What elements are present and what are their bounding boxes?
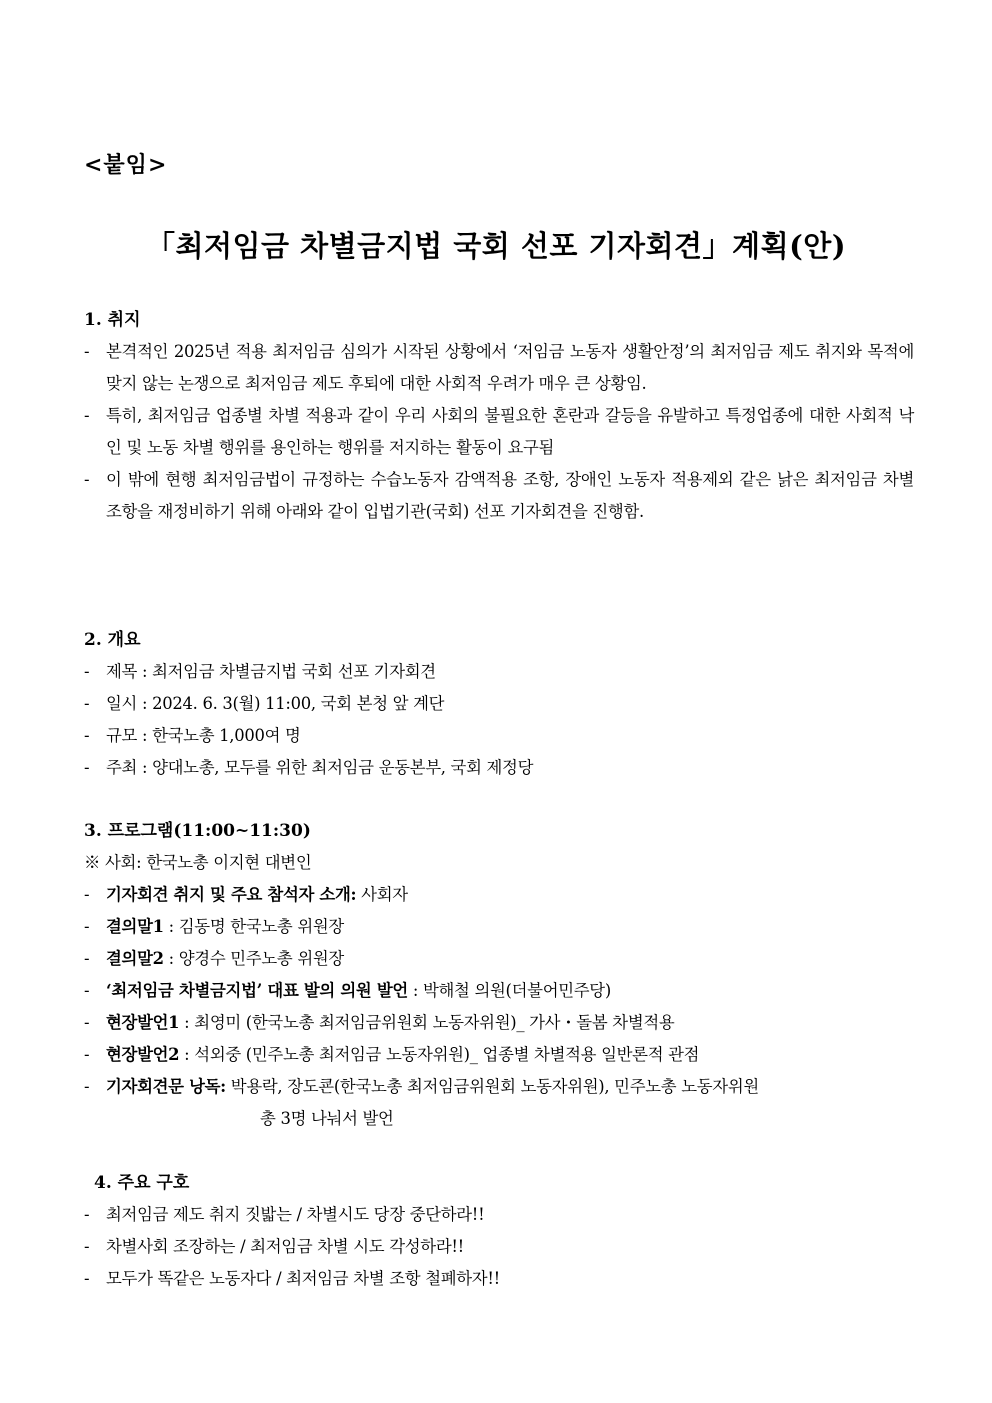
program-item-text: 박용락, 장도쿈(한국노총 최저임금위원회 노동자위원), 민주노총 노동자위원 xyxy=(225,1077,759,1096)
item-text: 모두가 똑같은 노동자다 / 최저임금 차별 조항 철폐하자!! xyxy=(106,1269,500,1288)
program-item-reading xyxy=(84,1071,914,1135)
dash-bullet: - xyxy=(84,342,90,361)
dash-bullet: - xyxy=(84,1045,90,1064)
program-item-text: : 양경수 민주노총 위원장 xyxy=(163,949,344,968)
program-item-label: 현장발언2 xyxy=(106,1045,180,1064)
list-item xyxy=(84,336,914,400)
program-item-label: 결의말2 xyxy=(106,949,164,968)
list-item xyxy=(84,688,914,720)
program-item-text: : 박해철 의원(더불어민주당) xyxy=(407,981,611,1000)
program-item xyxy=(84,879,914,911)
list-item xyxy=(84,464,914,528)
dash-bullet: - xyxy=(84,981,90,1000)
program-item xyxy=(84,975,914,1007)
dash-bullet: - xyxy=(84,1205,90,1224)
section-purpose xyxy=(84,304,914,528)
dash-bullet: - xyxy=(84,1269,90,1288)
item-text: 차별사회 조장하는 / 최저임금 차별 시도 각성하라!! xyxy=(106,1237,464,1256)
program-item-label: 기자회견문 낭독: xyxy=(106,1077,226,1096)
item-text: 이 밖에 현행 최저임금법이 규정하는 수습노동자 감액적용 조항, 장애인 노동자 적용제외 같은 낡은 최저임금 차별 조항을 재정비하기 위해 아래와 같이 입법기관(국회) 선포 기자회견을 진행함. xyxy=(106,470,914,521)
dash-bullet: - xyxy=(84,949,90,968)
item-text: 일시 : 2024. 6. 3(월) 11:00, 국회 본청 앞 계단 xyxy=(106,694,445,713)
dash-bullet: - xyxy=(84,885,90,904)
attachment-label: <붙임> xyxy=(84,152,168,178)
program-item xyxy=(84,1007,914,1039)
program-item xyxy=(84,1039,914,1071)
list-item xyxy=(84,400,914,464)
dash-bullet: - xyxy=(84,1013,90,1032)
program-item-label: 현장발언1 xyxy=(106,1013,180,1032)
dash-bullet: - xyxy=(84,726,90,745)
dash-bullet: - xyxy=(84,1077,90,1096)
item-text: 최저임금 제도 취지 짓밟는 / 차별시도 당장 중단하라!! xyxy=(106,1205,485,1224)
item-text: 특히, 최저임금 업종별 차별 적용과 같이 우리 사회의 불필요한 혼란과 갈등을 유발하고 특정업종에 대한 사회적 낙인 및 노동 차별 행위를 용인하는 행위를 저지하는 활동이 요구됨 xyxy=(106,406,914,457)
list-item xyxy=(84,720,914,752)
slogan-item xyxy=(84,1231,914,1263)
slogan-item xyxy=(84,1263,914,1295)
program-item-label: 결의말1 xyxy=(106,917,164,936)
list-item xyxy=(84,656,914,688)
dash-bullet: - xyxy=(84,917,90,936)
section-slogans xyxy=(84,1167,914,1295)
item-text: 규모 : 한국노총 1,000여 명 xyxy=(106,726,301,745)
section-heading: 3. 프로그램(11:00~11:30) xyxy=(84,821,311,841)
program-item-text: : 최영미 (한국노총 최저임금위원회 노동자위원)_ 가사・돌봄 차별적용 xyxy=(179,1013,675,1032)
program-item-label: 기자회견 취지 및 주요 참석자 소개: xyxy=(106,885,357,904)
moderator-note: ※ 사회: 한국노총 이지현 대변인 xyxy=(84,853,312,872)
program-item-text: : 석외중 (민주노총 최저임금 노동자위원)_ 업종별 차별적용 일반론적 관점 xyxy=(179,1045,700,1064)
section-overview xyxy=(84,624,914,784)
program-item-label: ‘최저임금 차별금지법’ 대표 발의 의원 발언 xyxy=(106,981,408,1000)
dash-bullet: - xyxy=(84,662,90,681)
dash-bullet: - xyxy=(84,758,90,777)
section-heading: 1. 취지 xyxy=(84,310,141,330)
section-program xyxy=(84,815,914,1135)
reading-line-continued: 총 3명 나눠서 발언 xyxy=(260,1109,394,1128)
program-item xyxy=(84,943,914,975)
slogan-item xyxy=(84,1199,914,1231)
dash-bullet: - xyxy=(84,1237,90,1256)
program-item-text: 사회자 xyxy=(356,885,408,904)
item-text: 주최 : 양대노총, 모두를 위한 최저임금 운동본부, 국회 제정당 xyxy=(106,758,534,777)
dash-bullet: - xyxy=(84,470,90,489)
item-text: 본격적인 2025년 적용 최저임금 심의가 시작된 상황에서 ‘저임금 노동자 생활안정’의 최저임금 제도 취지와 목적에 맞지 않는 논쟁으로 최저임금 제도 후퇴에 대한 사회적 우려가 매우 큰 상황임. xyxy=(106,342,914,393)
section-heading: 4. 주요 구호 xyxy=(94,1173,190,1193)
dash-bullet: - xyxy=(84,694,90,713)
reading-line xyxy=(106,1071,914,1103)
document-title: 「최저임금 차별금지법 국회 선포 기자회견」계획(안) xyxy=(145,229,847,263)
dash-bullet: - xyxy=(84,406,90,425)
program-item xyxy=(84,911,914,943)
program-item-text: : 김동명 한국노총 위원장 xyxy=(163,917,344,936)
list-item xyxy=(84,752,914,784)
section-heading: 2. 개요 xyxy=(84,630,141,650)
item-text: 제목 : 최저임금 차별금지법 국회 선포 기자회견 xyxy=(106,662,436,681)
